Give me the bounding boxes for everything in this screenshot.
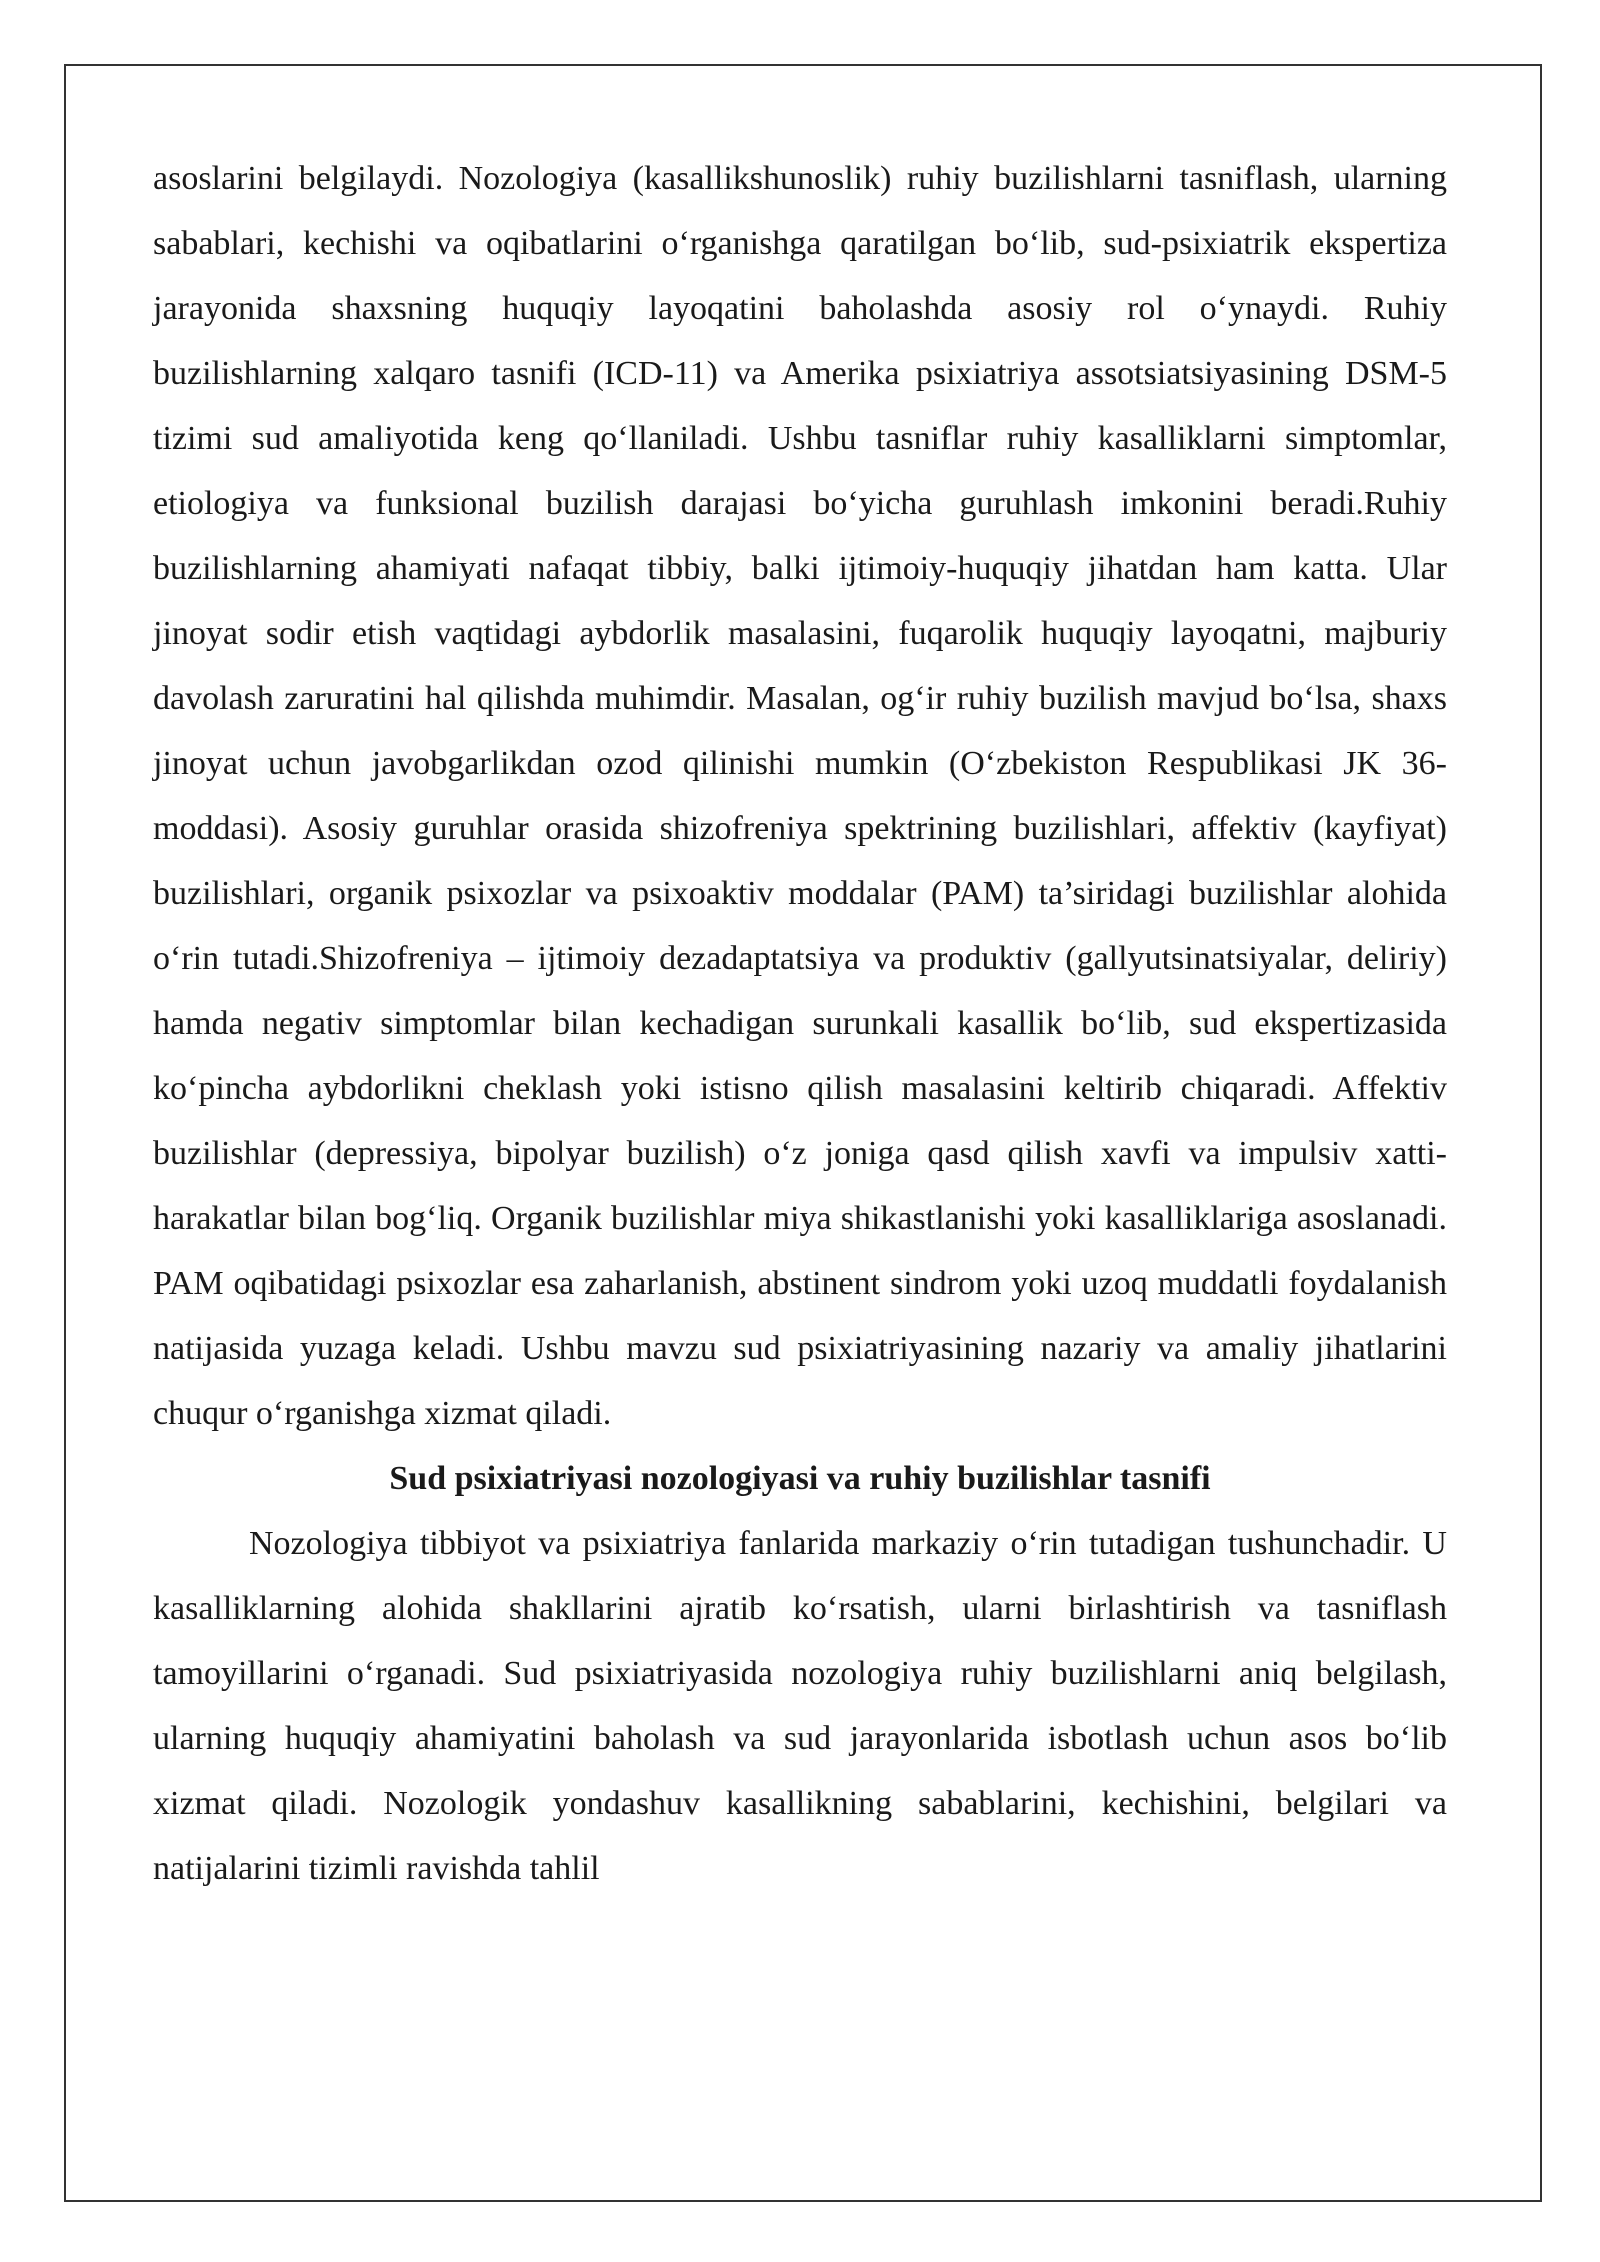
body-paragraph: Nozologiya tibbiyot va psixiatriya fanlarida markaziy o‘rin tutadigan tushunchadir. U kasalliklarning alohida shakllarini ajratib ko‘rsatish, ularni birlashtirish va tasniflash tamoyillarini o‘rganadi. Sud psixiatriyasida nozologiya ruhiy buzilishlarni aniq belgilash, ularning huquqiy ahamiyatini baholash va sud jarayonlarida isbotlash uchun asos bo‘lib xizmat qiladi. Nozologik yondashuv kasallikning sabablarini, kechishini, belgilari va natijalarini tizimli ravishda tahlil <box>153 1525 1447 1887</box>
body-paragraph: asoslarini belgilaydi. Nozologiya (kasallikshunoslik) ruhiy buzilishlarni tasniflash, ularning sabablari, kechishi va oqibatlarini o‘rganishga qaratilgan bo‘lib, sud-psixiatrik ekspertiza jarayonida shaxsning huquqiy layoqatini baholashda asosiy rol o‘ynaydi. Ruhiy buzilishlarning xalqaro tasnifi (ICD-11) va Amerika psixiatriya assotsiatsiyasining DSM-5 tizimi sud amaliyotida keng qo‘llaniladi. Ushbu tasniflar ruhiy kasalliklarni simptomlar, etiologiya va funksional buzilish darajasi bo‘yicha guruhlash imkonini beradi.Ruhiy buzilishlarning ahamiyati nafaqat tibbiy, balki ijtimoiy-huquqiy jihatdan ham katta. Ular jinoyat sodir etish vaqtidagi aybdorlik masalasini, fuqarolik huquqiy layoqatni, majburiy davolash zaruratini hal qilishda muhimdir. Masalan, og‘ir ruhiy buzilish mavjud bo‘lsa, shaxs jinoyat uchun javobgarlikdan ozod qilinishi mumkin (O‘zbekiston Respublikasi JK 36-moddasi). Asosiy guruhlar orasida shizofreniya spektrining buzilishlari, affektiv (kayfiyat) buzilishlari, organik psixozlar va psixoaktiv moddalar (PAM) ta’siridagi buzilishlar alohida o‘rin tutadi.Shizofreniya – ijtimoiy dezadaptatsiya va produktiv (gallyutsinatsiyalar, deliriy) hamda negativ simptomlar bilan kechadigan surunkali kasallik bo‘lib, sud ekspertizasida ko‘pincha aybdorlikni cheklash yoki istisno qilish masalasini keltirib chiqaradi. Affektiv buzilishlar (depressiya, bipolyar buzilish) o‘z joniga qasd qilish xavfi va impulsiv xatti-harakatlar bilan bog‘liq. Organik buzilishlar miya shikastlanishi yoki kasalliklariga asoslanadi. PAM oqibatidagi psixozlar esa zaharlanish, abstinent sindrom yoki uzoq muddatli foydalanish natijasida yuzaga keladi. Ushbu mavzu sud psixiatriyasining nazariy va amaliy jihatlarini chuqur o‘rganishga xizmat qiladi. <box>153 160 1447 1432</box>
document-body <box>153 146 1447 1901</box>
section-heading: Sud psixiatriyasi nozologiyasi va ruhiy buzilishlar tasnifi <box>389 1460 1211 1497</box>
